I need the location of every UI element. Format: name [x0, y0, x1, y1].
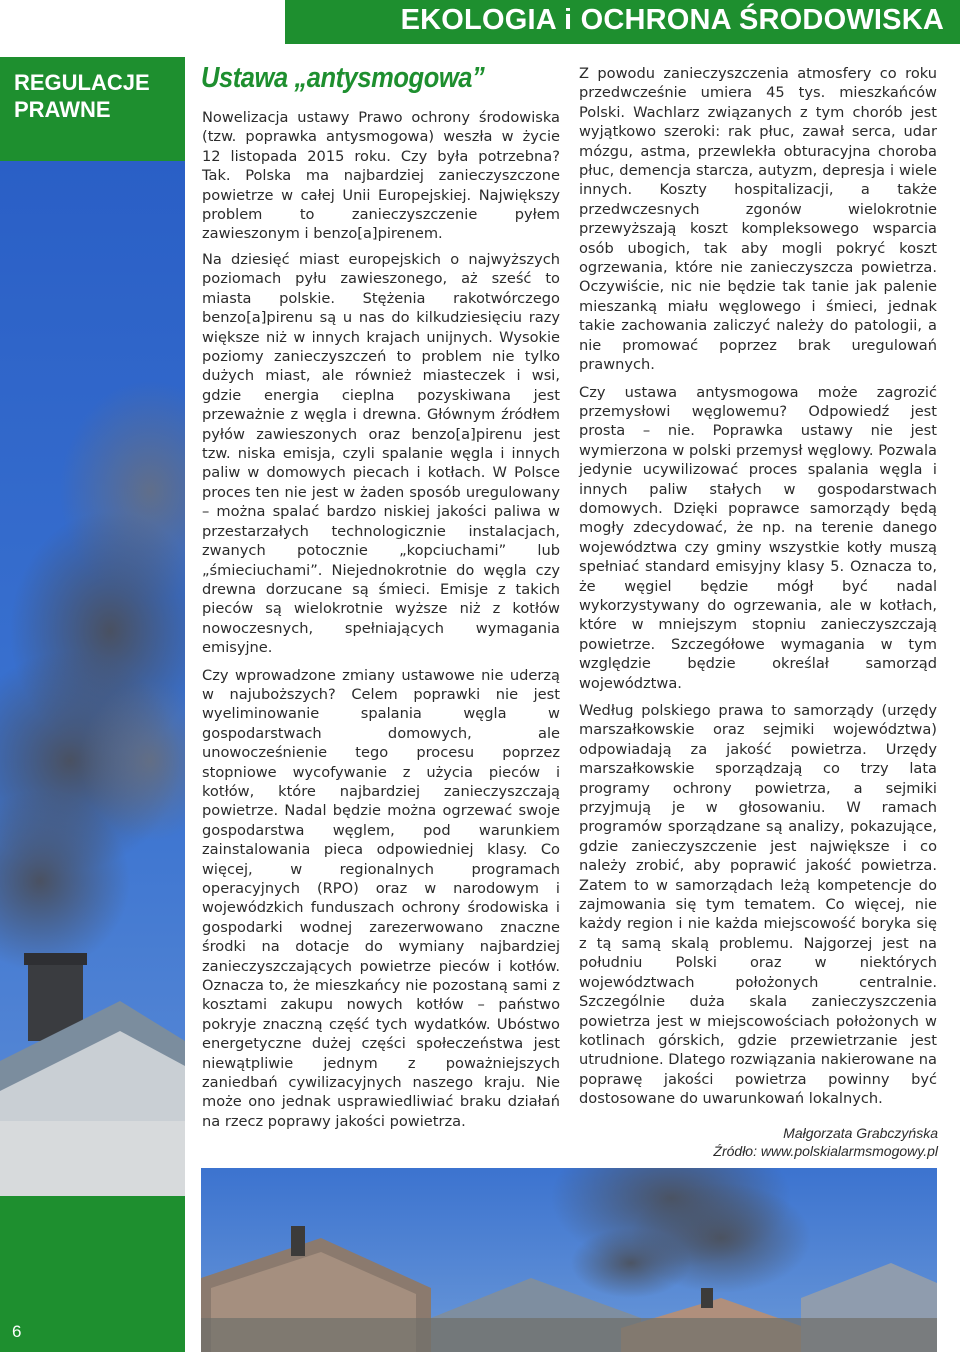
- section-title: EKOLOGIA i OCHRONA ŚRODOWISKA: [400, 4, 944, 36]
- page-number: 6: [12, 1322, 22, 1341]
- town-rooftops-photo: [201, 1168, 937, 1352]
- article-title: Ustawa „antysmogowa”: [201, 62, 485, 94]
- article-paragraph: Czy wprowadzone zmiany ustawowe nie uderzą w najuboższych? Celem poprawki nie jest wyeliminowanie spalania węgla w gospodarstwach domowych, ale unowocześnienie tego procesu poprzez stopniowe wycofywanie z użycia pieców i kotłów, które najbardziej zanieczyszczają powietrze. Nadal będzie można ogrzewać swoje gospodarstwa węglem, pod warunkiem zainstalowania pieca odpowiedniej klasy. Co więcej, w regionalnych programach operacyjnych (RPO) oraz w narodowym i wojewódzkich funduszach ochrony środowiska i gospodarki wodnej zarezerwowano znaczne środki na dotacje do wymiany najbardziej zanieczyszczających powietrze pieców i kotłów. Oznacza to, że mieszkańcy nie pozostaną sami z kosztami zakupu nowych kotłów – państwo pokryje znaczną część tych wydatków. Ubóstwo energetyczne dużej części społeczeństwa jest niewątpliwie jednym z poważniejszych zaniedbań cywilizacyjnych naszego kraju. Nie może ono jednak usprawiedliwiać braku działań na rzecz poprawy jakości powietrza.: [202, 666, 560, 1130]
- article-paragraph: Czy ustawa antysmogowa może zagrozić przemysłowi węglowemu? Odpowiedź jest prosta – nie. Poprawka ustawy nie jest wymierzona w polski przemysł węglowy. Pozwala jedynie ucywilizować proces spalania węgla i innych paliw stałych w gospodarstwach domowych. Dzięki poprawce samorządy będą mogły zdecydować, że np. na terenie danego województwa czy gminy wszystkie kotły muszą spełniać standard emisyjny klasy 5. Oznacza to, że węgiel będzie mógł być nadal wykorzystywany do ogrzewania, ale w kotłach, które w mniejszym stopniu zanieczyszczają powietrze. Szczegółowe wymagania w tym względzie będzie określał samorząd województwa.: [579, 383, 937, 692]
- sidebar-label: [14, 69, 150, 123]
- article-paragraph: Z powodu zanieczyszczenia atmosfery co roku przedwcześnie umiera 45 tys. mieszkańców Polski. Wachlarz związanych z tym chorób jest wyjątkowo szeroki: rak płuc, zawał serca, udar mózgu, astma, przewlekła obturacyjna choroba płuc, demencja starcza, autyzm, depresja i wiele innych. Koszty hospitalizacji, a także przedwczesnych zgonów wielokrotnie przewyższają koszt kompleksowego wsparcia osób ubogich, tak aby mogli pokryć koszt ogrzewania, które nie zanieczyszcza powietrza. Oczywiście, nic nie będzie tak tanie jak palenie mieszanką miału węglowego i śmieci, jednak takie zachowania zaliczyć należy do patologii, a nie promować poprzez brak uregulowań prawnych.: [579, 65, 937, 374]
- article-paragraph: Na dziesięć miast europejskich o najwyższych poziomach pyłu zawieszonego, aż sześć to miasta polskie. Stężenia rakotwórczego benzo[a]pirenu są u nas do kilkudziesięciu razy większe niż w innych krajach unijnych. Wysokie poziomy zanieczyszczeń to problem nie tylko dużych miast, ale również miasteczek i wsi, gdzie energia cieplna pozyskiwana jest przeważnie z węgla i drewna. Głównym źródłem pyłów zawieszonych oraz benzo[a]pirenu jest tzw. niska emisja, czyli spalanie węgla i innych paliw w domowych piecach i kotłach. W Polsce proces ten nie jest w żaden sposób uregulowany – można spalać bardzo niskiej jakości paliwa w przestarzałych technologicznie instalacjach, zwanych potocznie „kopciuchami” lub „śmieciuchami”. Niejednokrotnie do węgla czy drewna dorzucane są śmieci. Emisje z takich pieców są wielokrotnie wyższe niż z kotłów nowoczesnych, spełniających wymagania emisyjne.: [202, 251, 560, 657]
- sidebar: [0, 57, 185, 1352]
- article-credits: [713, 1124, 938, 1160]
- chimney-smoke-photo: [0, 161, 185, 1196]
- author-name: Małgorzata Grabczyńska: [783, 1125, 938, 1141]
- source-line: Źródło: www.polskialarmsmogowy.pl: [713, 1143, 938, 1159]
- article-column-1: [202, 250, 560, 1139]
- sidebar-label-line2: PRAWNE: [14, 97, 111, 122]
- sidebar-label-line1: REGULACJE: [14, 70, 150, 95]
- article-paragraph: Według polskiego prawa to samorządy (urzędy marszałkowskie oraz sejmiki województwa) odpowiadają za jakość powietrza. Urzędy marszałkowskie sporządzają co trzy lata programy ochrony powietrza, a sejmiki przyjmują je w głosowaniu. W ramach programów sporządzane są analizy, pokazujące, gdzie zanieczyszczenie jest największe i co należy zrobić, aby poprawić jakość powietrza. Zatem to w samorządach leżą kompetencje do zajmowania się tym tematem. Co więcej, nie każdy region i nie każda miejscowość boryka się z tą samą skalą problemu. Najgorzej jest na południu Polski oraz w niektórych województwach położonych centralnie. Szczególnie duża skala zanieczyszczenia powietrza jest w miejscowościach położonych w kotlinach górskich, gdzie przewietrzanie jest utrudnione. Dlatego rozwiązania nakierowane na poprawę jakości powietrza powinny być dostosowane do uwarunkowań lokalnych.: [579, 702, 937, 1108]
- article-column-2: [579, 64, 937, 1117]
- article-lead: Nowelizacja ustawy Prawo ochrony środowiska (tzw. poprawka antysmogowa) weszła w życie 12 listopada 2015 roku. Czy była potrzebna? Tak. Polska ma najbardziej zanieczyszczone powietrze w całej Unii Europejskiej. Największy problem to zanieczyszczenie pyłem zawieszonym i benzo[a]pirenem.: [202, 109, 560, 243]
- section-header-bar: [285, 0, 960, 44]
